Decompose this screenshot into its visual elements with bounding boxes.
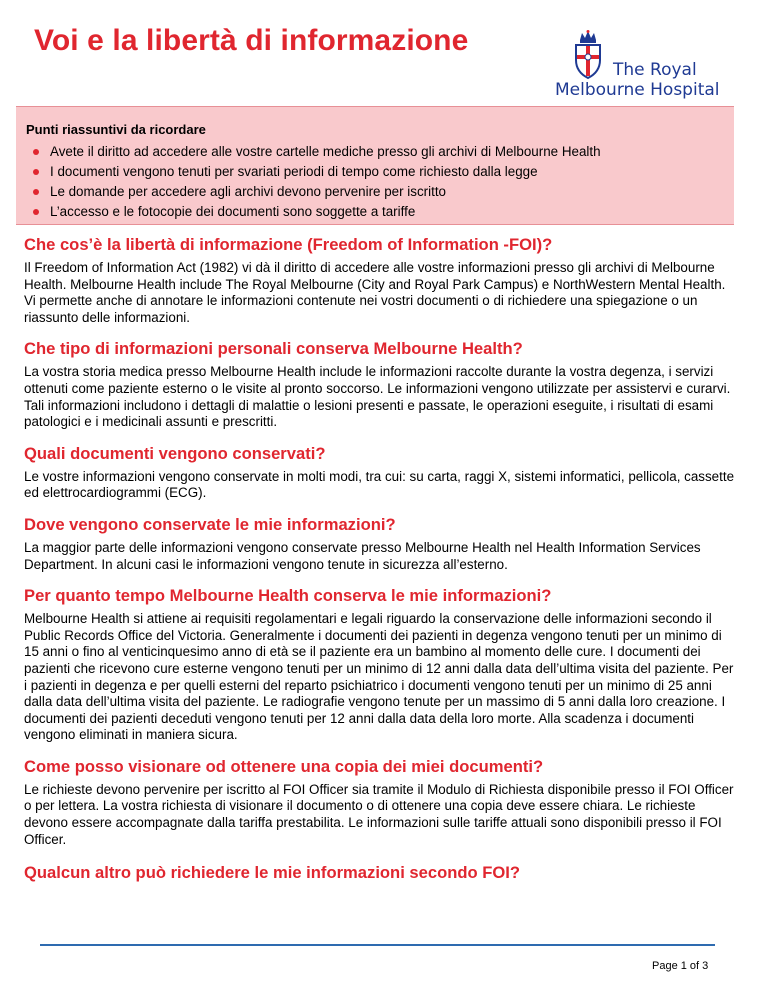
summary-item bbox=[26, 162, 734, 182]
section-heading: Come posso visionare od ottenere una copia dei miei documenti? bbox=[24, 756, 544, 776]
section-personal-info bbox=[24, 338, 736, 430]
section-how-to-request bbox=[24, 756, 736, 848]
summary-item-text: Avete il diritto ad accedere alle vostre cartelle mediche presso gli archivi di Melbourne Health bbox=[50, 144, 601, 159]
section-heading: Che tipo di informazioni personali conserva Melbourne Health? bbox=[24, 339, 523, 359]
page-title: Voi e la libertà di informazione bbox=[34, 24, 469, 57]
section-heading: Quali documenti vengono conservati? bbox=[24, 443, 326, 463]
page-number: Page 1 of 3 bbox=[652, 960, 709, 972]
bullet-icon bbox=[33, 149, 39, 155]
section-others-request bbox=[24, 862, 736, 884]
bullet-icon bbox=[33, 189, 39, 195]
logo-text-line1: The Royal bbox=[613, 60, 697, 80]
summary-item-text: Le domande per accedere agli archivi devono pervenire per iscritto bbox=[50, 184, 446, 199]
section-body: La maggior parte delle informazioni vengono conservate presso Melbourne Health nel Health Information Services Department. In alcuni casi le informazioni vengono tenute in sicurezza all’esterno. bbox=[24, 539, 701, 572]
footer-divider bbox=[40, 944, 715, 946]
section-body: Il Freedom of Information Act (1982) vi dà il diritto di accedere alle vostre informazioni presso gli archivi di Melbourne Health. Melbourne Health include The Royal Melbourne (City and Royal Park Campus) e NorthWestern Mental Health. Vi permette anche di annotare le informazioni contenute nei vostri documenti o di richiedere una spiegazione o un riassunto delle informazioni. bbox=[24, 260, 726, 325]
section-heading: Che cos’è la libertà di informazione (Freedom of Information -FOI)? bbox=[24, 235, 553, 254]
summary-item bbox=[26, 202, 734, 222]
bullet-icon bbox=[33, 209, 39, 215]
summary-list bbox=[26, 142, 734, 222]
main-content bbox=[24, 234, 736, 888]
summary-item-text: I documenti vengono tenuti per svariati periodi di tempo come richiesto dalla legge bbox=[50, 164, 538, 179]
crest-icon bbox=[570, 30, 606, 80]
section-heading: Per quanto tempo Melbourne Health conserva le mie informazioni? bbox=[24, 586, 552, 606]
section-documents-kept bbox=[24, 443, 736, 502]
hospital-logo bbox=[555, 30, 737, 102]
section-heading: Qualcun altro può richiedere le mie informazioni secondo FOI? bbox=[24, 863, 521, 883]
logo-text-line2: Melbourne Hospital bbox=[555, 80, 720, 100]
summary-item bbox=[26, 182, 734, 202]
section-retention-period bbox=[24, 585, 736, 744]
summary-box bbox=[16, 106, 734, 225]
summary-item bbox=[26, 142, 734, 162]
section-body: Le richieste devono pervenire per iscritto al FOI Officer sia tramite il Modulo di Richiesta disponibile presso il FOI Officer o per lettera. La vostra richiesta di visionare il documento o di ottenere una copia deve essere chiara. Le richieste devono essere accompagnate dalla tariffa prestabilita. Le informazioni sulle tariffe attuali sono disponibili presso il FOI Officer. bbox=[24, 781, 734, 847]
section-heading: Dove vengono conservate le mie informazioni? bbox=[24, 514, 396, 534]
section-body: Melbourne Health si attiene ai requisiti regolamentari e legali riguardo la conservazione delle informazioni secondo il Public Records Office del Victoria. Generalmente i documenti dei pazienti in degenza vengono tenuti per un minimo di 15 anni o fino al venticinquesimo anno di età se il paziente era un bambino al momento delle cure. I documenti dei pazienti che ricevono cure esterne vengono tenuti per un minimo di 12 anni dalla data dell’ultima visita del paziente. Per i pazienti in degenza e per quelli esterni del reparto psichiatrico i documenti vengono tenuti per un minimo di 25 anni dalla data dell’ultima visita del paziente. Le radiografie vengono tenute per un massimo di 5 anni dalla loro creazione. I documenti dei pazienti deceduti vengono tenuti per 12 anni dalla data della loro morte. Alla scadenza i documenti vengono eliminati in maniera sicura. bbox=[24, 611, 734, 743]
section-what-is-foi bbox=[24, 234, 736, 326]
section-where-stored bbox=[24, 514, 736, 573]
section-body: La vostra storia medica presso Melbourne Health include le informazioni raccolte durante la vostra degenza, i servizi ottenuti come paziente esterno o le visite al pronto soccorso. Le informazioni vengono utilizzate per assistervi e curarvi. Tali informazioni includono i dettagli di malattie o lesioni presenti e passate, le operazioni eseguite, i risultati di esami patologici e i medicinali assunti e prescritti. bbox=[24, 364, 731, 430]
summary-heading: Punti riassuntivi da ricordare bbox=[26, 122, 206, 137]
section-body: Le vostre informazioni vengono conservate in molti modi, tra cui: su carta, raggi X, sistemi informatici, pellicola, cassette ed elettrocardiogrammi (ECG). bbox=[24, 468, 735, 501]
summary-item-text: L’accesso e le fotocopie dei documenti sono soggette a tariffe bbox=[50, 204, 416, 219]
bullet-icon bbox=[33, 169, 39, 175]
